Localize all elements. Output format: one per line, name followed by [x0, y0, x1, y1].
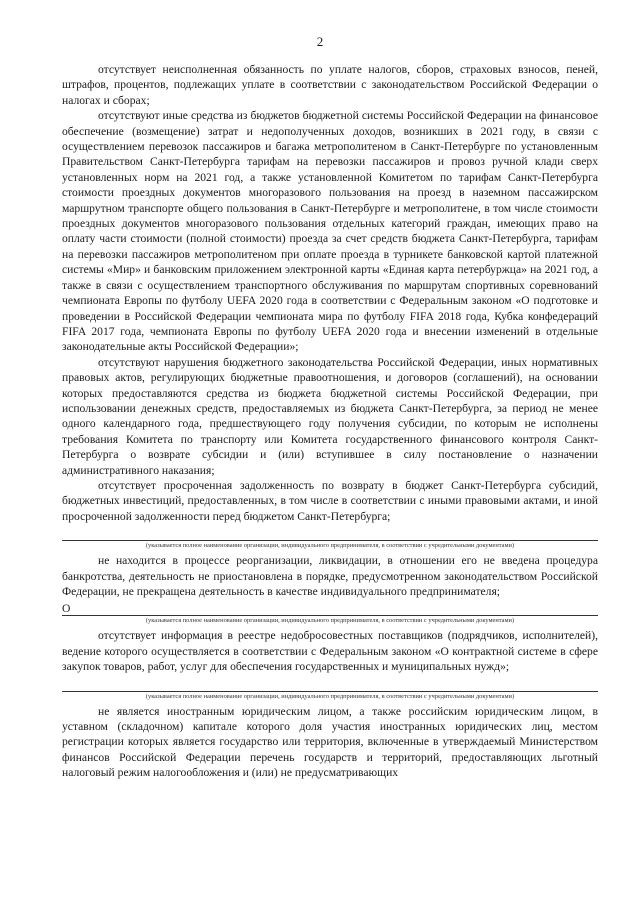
- org-name-line-1: [62, 528, 598, 541]
- org-name-caption-1: (указывается полное наименование организации, индивидуального предпринимателя, в соответствии с учредительными документами): [145, 542, 515, 550]
- paragraph-reorganization: не находится в процессе реорганизации, ликвидации, в отношении его не введена процедура банкротства, деятельность не приостановлена в порядке, предусмотренном законодательством Российской Федерации, не прекращена деятельность в качестве индивидуального предпринимателя;: [62, 554, 598, 598]
- paragraph-tax-obligation: отсутствует неисполненная обязанность по уплате налогов, сборов, страховых взносов, пеней, штрафов, процентов, подлежащих уплате в соответствии с законодательством Российской Федерации о налогах и сборах;: [62, 63, 598, 107]
- document-body: [62, 62, 598, 781]
- org-name-line-3: [62, 679, 598, 692]
- org-name-prefix: О: [62, 602, 71, 616]
- paragraph-other-funds: отсутствуют иные средства из бюджетов бюджетной системы Российской Федерации на финансовое обеспечение (возмещение) затрат и недополученных доходов, возникших в 2021 году, в связи с осуществлением перевозок пассажиров и багажа метрополитеном в Санкт-Петербурге по установленным Правительством Санкт-Петербурга тарифам на перевозки пассажиров и провоз ручной клади сверх установленных норм на 2021 год, а также установленной Комитетом по тарифам Санкт-Петербурга стоимости проездных документов многоразового пользования на проезд в наземном пассажирском маршрутном транспорте общего пользования в Санкт-Петербурге и метрополитене, в том числе стоимости проездных документов многоразового пользования отдельных категорий граждан, имеющих право на оплату части стоимости (полной стоимости) проезда за счет средств бюджета Санкт-Петербурга, тарифам на перевозки пассажиров метрополитеном при оплате проезда в турникете банковской картой платежной системы «Мир» и банковским приложением электронной карты «Единая карта петербуржца» на 2021 год, а также в связи с осуществлением транспортного обслуживания по маршрутам спортивных соревнований чемпионата Европы по футболу UEFA 2020 года в соответствии с Федеральным законом «О подготовке и проведении в Российской Федерации чемпионата мира по футболу FIFA 2018 года, Кубка конфедераций FIFA 2017 года, чемпионата Европы по футболу UEFA 2020 года и внесении изменений в отдельные законодательные акты Российской Федерации»;: [62, 109, 598, 354]
- org-name-caption-3: (указывается полное наименование организации, индивидуального предпринимателя, в соответствии с учредительными документами): [145, 692, 515, 700]
- page-number: 2: [316, 34, 324, 49]
- paragraph-foreign-entity: не является иностранным юридическим лицом, а также российским юридическим лицом, в уставном (складочном) капитале которого доля участия иностранных юридических лиц, местом регистрации которых является государство или территория, включенные в утверждаемый Министерством финансов Российской Федерации перечень государств и территорий, предоставляющих льготный налоговый режим налогообложения и (или) не предусматривающих: [62, 704, 598, 780]
- org-name-caption-2: (указывается полное наименование организации, индивидуального предпринимателя, в соответствии с учредительными документами): [145, 617, 515, 625]
- org-name-line-2: [62, 603, 598, 616]
- paragraph-unfair-suppliers: отсутствует информация в реестре недобросовестных поставщиков (подрядчиков, исполнителей), ведение которого осуществляется в соответствии с Федеральным законом «О контрактной системе в сфере закупок товаров, работ, услуг для обеспечения государственных и муниципальных нужд»;: [62, 629, 598, 674]
- paragraph-budget-violations: отсутствуют нарушения бюджетного законодательства Российской Федерации, иных нормативных правовых актов, регулирующих бюджетные правоотношения, и договоров (соглашений), на основании которых предоставляются средства из бюджета бюджетной системы Российской Федерации, при использовании денежных средств, предоставляемых из бюджета Санкт-Петербурга, за период не менее одного календарного года, предшествующего году получения субсидии, по которым не исполнены требования Комитета по транспорту или Комитета государственного финансового контроля Санкт-Петербурга о возврате субсидии и (или) вступившее в силу постановление о назначении административного наказания;: [62, 355, 598, 477]
- paragraph-overdue-debt: отсутствует просроченная задолженность по возврату в бюджет Санкт-Петербурга субсидий, бюджетных инвестиций, предоставленных, в том числе в соответствии с иными правовыми актами, и иной просроченной задолженности перед бюджетом Санкт-Петербурга;: [62, 478, 598, 523]
